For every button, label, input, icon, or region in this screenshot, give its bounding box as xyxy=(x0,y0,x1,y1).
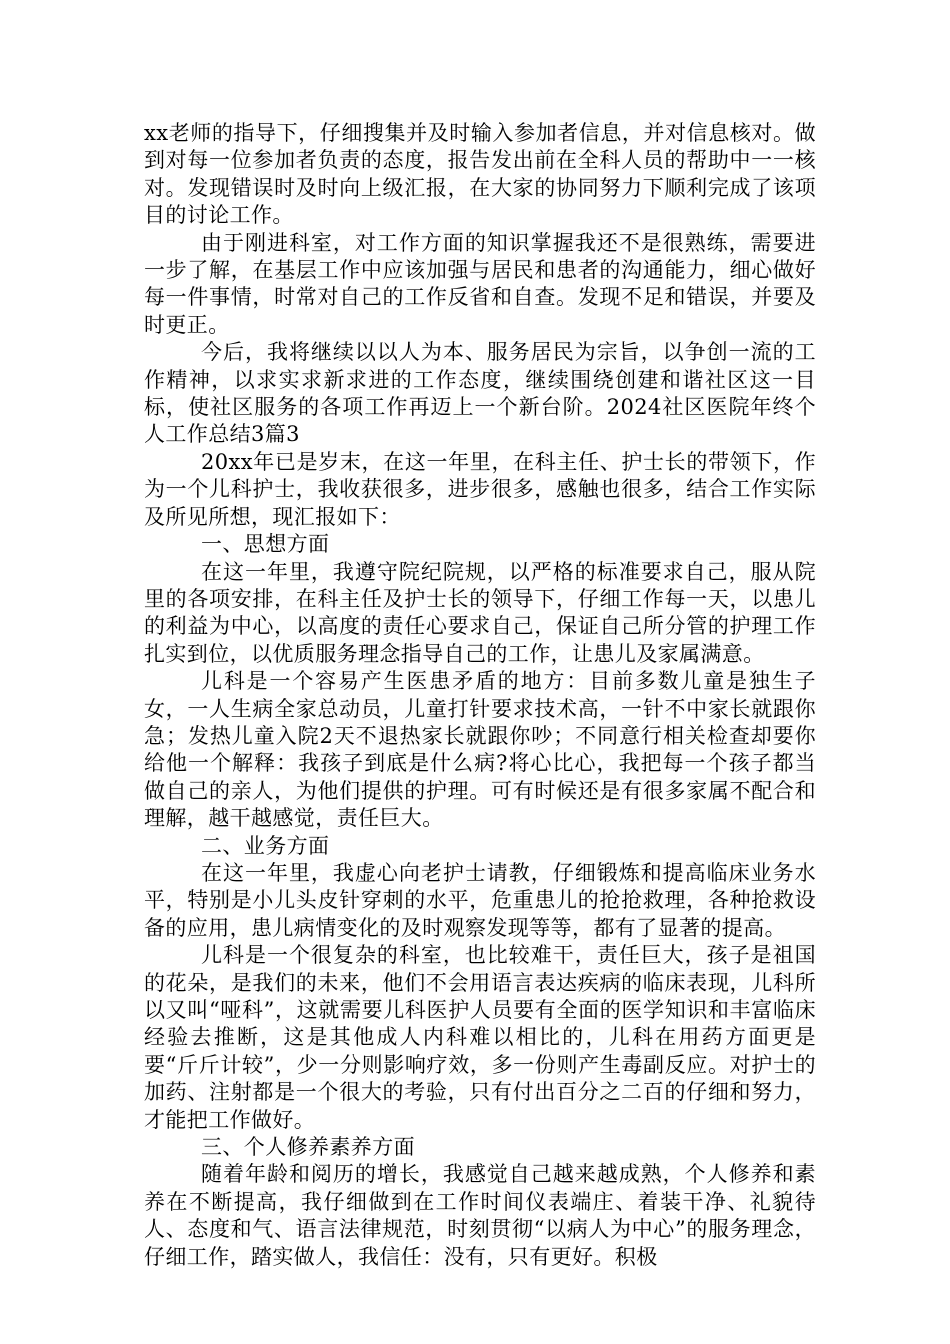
paragraph-9: 随着年龄和阅历的增长，我感觉自己越来越成熟，个人修养和素养在不断提高，我仔细做到在工作时间仪表端庄、着装干净、礼貌待人、态度和气、语言法律规范，时刻贯彻“以病人为中心”的服务理念，仔细工作，踏实做人，我信任：没有，只有更好。积极 xyxy=(144,1162,816,1269)
document-page xyxy=(144,120,816,1271)
section-heading-personal: 三、个人修养素养方面 xyxy=(201,1135,415,1160)
paragraph-6: 儿科是一个容易产生医患矛盾的地方：目前多数儿童是独生子女，一人生病全家总动员，儿童打针要求技术高，一针不中家长就跟你急；发热儿童入院2天不退热家长就跟你吵；不同意行相关检查却要你给他一个解释：我孩子到底是什么病?将心比心，我把每一个孩子都当做自己的亲人，为他们提供的护理。可有时候还是有很多家属不配合和理解，越干越感觉，责任巨大。 xyxy=(144,669,816,831)
paragraph-2: 由于刚进科室，对工作方面的知识掌握我还不是很熟练，需要进一步了解，在基层工作中应该加强与居民和患者的沟通能力，细心做好每一件事情，时常对自己的工作反省和自查。发现不足和错误，并要及时更正。 xyxy=(144,230,816,337)
paragraph-4: 20xx年已是岁末，在这一年里，在科主任、护士长的带领下，作为一个儿科护士，我收获很多，进步很多，感触也很多，结合工作实际及所见所想，现汇报如下： xyxy=(144,449,816,529)
paragraph-5: 在这一年里，我遵守院纪院规，以严格的标准要求自己，服从院里的各项安排，在科主任及护士长的领导下，仔细工作每一天，以患儿的利益为中心，以高度的责任心要求自己，保证自己所分管的护理工作扎实到位，以优质服务理念指导自己的工作，让患儿及家属满意。 xyxy=(144,559,816,666)
paragraph-1: xx老师的指导下，仔细搜集并及时输入参加者信息，并对信息核对。做到对每一位参加者负责的态度，报告发出前在全科人员的帮助中一一核对。发现错误时及时向上级汇报，在大家的协同努力下顺利完成了该项目的讨论工作。 xyxy=(144,121,816,228)
section-heading-thought: 一、思想方面 xyxy=(201,532,330,557)
section-heading-business: 二、业务方面 xyxy=(201,833,330,858)
paragraph-3: 今后，我将继续以以人为本、服务居民为宗旨，以争创一流的工作精神，以求实求新求进的工作态度，继续围绕创建和谐社区这一目标，使社区服务的各项工作再迈上一个新台阶。2024社区医院年终个人工作总结3篇3 xyxy=(144,340,816,447)
paragraph-8: 儿科是一个很复杂的科室，也比较难干，责任巨大，孩子是祖国的花朵，是我们的未来，他们不会用语言表达疾病的临床表现，儿科所以又叫“哑科”，这就需要儿科医护人员要有全面的医学知识和丰富临床经验去推断，这是其他成人内科难以相比的，儿科在用药方面更是要“斤斤计较”，少一分则影响疗效，多一份则产生毒副反应。对护士的加药、注射都是一个很大的考验，只有付出百分之二百的仔细和努力，才能把工作做好。 xyxy=(144,943,816,1132)
paragraph-7: 在这一年里，我虚心向老护士请教，仔细锻炼和提高临床业务水平，特别是小儿头皮针穿刺的水平，危重患儿的抢抢救理，各种抢救设备的应用，患儿病情变化的及时观察发现等等，都有了显著的提高。 xyxy=(144,860,816,940)
